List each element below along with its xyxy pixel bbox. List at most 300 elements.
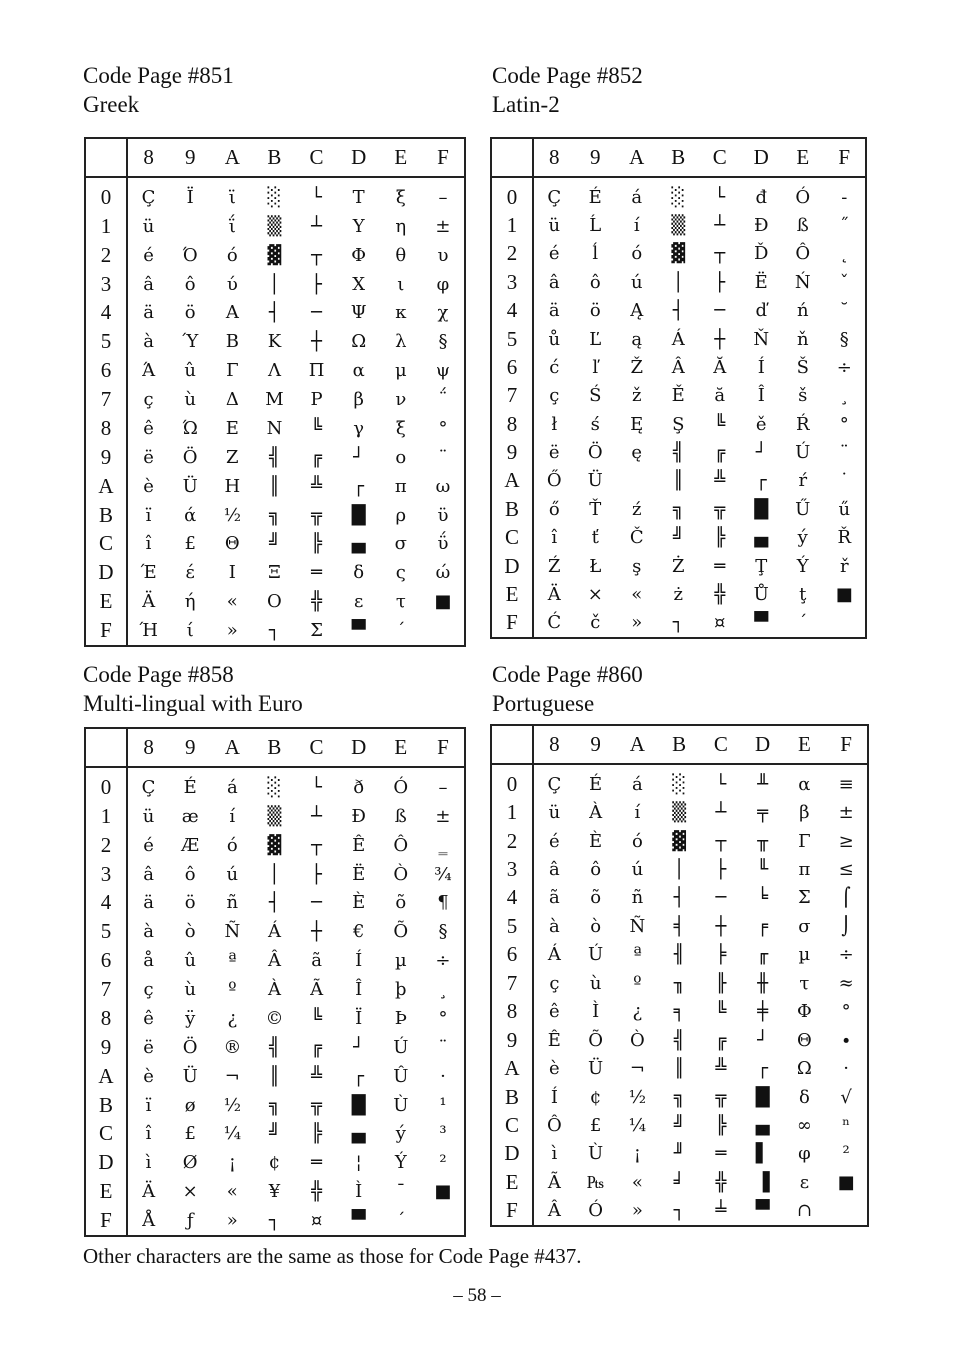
table-row [492, 1197, 867, 1225]
char-cell: ã [549, 887, 560, 909]
row-header: F [86, 1206, 127, 1235]
char-cell: Ç [141, 777, 156, 799]
corner-cell [492, 139, 533, 177]
row-header: F [86, 616, 127, 645]
char-cell: Ê [547, 1029, 561, 1051]
table-row [492, 798, 867, 826]
char-cell: Ä [547, 583, 561, 605]
char-cell: É [589, 774, 603, 796]
char-cell [825, 1197, 867, 1225]
char-cell: α [798, 774, 811, 796]
row-header: F [492, 1197, 533, 1225]
char-cell: γ [353, 417, 365, 439]
row-header: 3 [492, 268, 533, 296]
char-cell: ┼ [311, 331, 322, 353]
char-cell: ░ [671, 187, 686, 209]
char-cell: » [631, 612, 643, 634]
code-page-858-title [83, 660, 303, 718]
column-header: A [211, 729, 253, 767]
char-cell: Ξ [268, 562, 281, 584]
char-cell: ▌ [755, 1143, 770, 1165]
row-header: 8 [492, 998, 533, 1026]
char-cell: ▒ [267, 805, 282, 827]
row-header: 9 [86, 443, 127, 472]
char-cell: Σ [798, 887, 811, 909]
char-cell: ç [143, 389, 154, 411]
char-cell: ■ [837, 1171, 855, 1193]
char-cell: ─ [311, 302, 322, 324]
row-header: F [492, 609, 533, 637]
code-table [492, 726, 867, 1225]
char-cell: ň [796, 328, 809, 350]
char-cell: ├ [311, 863, 322, 885]
char-cell: Ľ [589, 328, 602, 350]
char-cell: ▄ [351, 533, 366, 555]
char-cell: È [589, 830, 603, 852]
char-cell: ╢ [673, 944, 685, 966]
char-cell: ¢ [589, 1086, 602, 1108]
char-cell: ü [548, 215, 561, 237]
char-cell: ▀ [755, 1200, 770, 1222]
char-cell: ├ [311, 273, 322, 295]
code-table [86, 139, 464, 645]
char-cell: € [352, 921, 365, 943]
column-header: D [338, 139, 380, 177]
row-header: E [492, 580, 533, 608]
char-cell: ┤ [269, 302, 280, 324]
char-cell: ù [184, 979, 196, 1001]
code-table [492, 139, 865, 637]
row-header: 6 [492, 941, 533, 969]
char-cell: ┘ [757, 1029, 769, 1051]
char-cell: ì [145, 1152, 152, 1174]
table-row [86, 212, 464, 241]
char-cell: ₧ [586, 1171, 605, 1193]
char-cell: ╝ [673, 1114, 685, 1136]
char-cell: ω [435, 475, 451, 497]
table-row [492, 969, 867, 997]
table-row [492, 1140, 867, 1168]
table-row [492, 998, 867, 1026]
char-cell: Ĺ [589, 215, 602, 237]
table-row [86, 270, 464, 299]
char-cell: â [143, 273, 154, 295]
char-cell: ¡ [228, 1152, 236, 1174]
row-header: 5 [492, 912, 533, 940]
char-cell: š [798, 385, 808, 407]
char-cell: æ [181, 805, 199, 827]
char-cell: £ [589, 1114, 602, 1136]
char-cell: á [631, 187, 643, 209]
char-cell: ├ [715, 859, 727, 881]
char-cell: ═ [311, 562, 322, 584]
column-header: F [824, 139, 866, 177]
char-cell: ¿ [632, 1001, 643, 1023]
table-row [86, 472, 464, 501]
char-cell: Å [142, 1210, 156, 1232]
char-cell: ≤ [838, 859, 854, 881]
char-cell: Ω [796, 1058, 812, 1080]
char-cell: Ý [394, 1152, 407, 1174]
char-cell: Ζ [226, 446, 239, 468]
char-cell: ╦ [714, 498, 726, 520]
char-cell: │ [673, 859, 685, 881]
char-cell: ┌ [353, 475, 365, 497]
char-cell: ╚ [714, 413, 726, 435]
char-cell: Γ [798, 830, 811, 852]
row-header: 0 [86, 177, 127, 212]
row-header: 9 [86, 1033, 127, 1062]
table-row [86, 946, 464, 975]
row-header: 6 [492, 353, 533, 381]
char-cell: ┼ [715, 915, 727, 937]
char-cell: Φ [351, 244, 367, 266]
row-header: 7 [492, 969, 533, 997]
table-row [86, 917, 464, 946]
char-cell [422, 1206, 464, 1235]
column-header: C [700, 726, 742, 764]
char-cell: ¿ [227, 1007, 238, 1029]
header-row [86, 729, 464, 767]
char-cell: ΐ [228, 215, 236, 237]
char-cell: ┼ [714, 328, 726, 350]
char-cell: ╣ [269, 446, 280, 468]
char-cell: ó [631, 243, 643, 265]
char-cell: â [548, 271, 560, 293]
char-cell: Ú [393, 1036, 409, 1058]
char-cell: Ά [142, 360, 156, 382]
char-cell: ┌ [757, 1058, 769, 1080]
table-row [86, 1148, 464, 1177]
char-cell: Ü [182, 475, 198, 497]
char-cell: ß [796, 215, 809, 237]
row-header: A [492, 467, 533, 495]
header-row [492, 726, 867, 764]
char-cell: ─ [311, 892, 322, 914]
char-cell: ½ [223, 1094, 242, 1116]
row-header: 4 [86, 889, 127, 918]
char-cell: τ [799, 972, 810, 994]
char-cell: Ţ [755, 555, 768, 577]
char-cell: ô [184, 863, 196, 885]
char-cell: Ì [592, 1001, 600, 1023]
char-cell: ─ [715, 887, 727, 909]
char-cell: δ [353, 562, 365, 584]
column-header: B [658, 139, 700, 177]
char-cell: § [438, 331, 448, 353]
char-cell: £ [184, 1123, 196, 1145]
char-cell: à [549, 915, 560, 937]
char-cell: ╗ [269, 504, 280, 526]
table-row [492, 524, 865, 552]
row-header: 2 [86, 831, 127, 860]
char-cell: Â [267, 950, 281, 972]
corner-cell [492, 726, 533, 764]
char-cell: σ [798, 915, 811, 937]
char-cell: Ώ [182, 417, 198, 439]
column-header: F [422, 139, 464, 177]
char-cell: ╕ [673, 1001, 685, 1023]
char-cell: Ú [795, 442, 811, 464]
table-row [492, 884, 867, 912]
char-cell: ÷ [838, 944, 854, 966]
row-header: 6 [86, 356, 127, 385]
char-cell: Ο [267, 591, 282, 613]
table-row [86, 889, 464, 918]
char-cell: β [353, 389, 364, 411]
char-cell: Ę [630, 413, 644, 435]
corner-cell [86, 729, 127, 767]
char-cell: ═ [311, 1152, 322, 1174]
char-cell: Ì [355, 1181, 363, 1203]
char-cell: ╩ [715, 1058, 727, 1080]
char-cell: ² [842, 1143, 850, 1165]
char-cell: ╬ [311, 1181, 322, 1203]
char-cell: ╝ [672, 527, 684, 549]
char-cell: ª [633, 944, 642, 966]
char-cell: Α [225, 302, 239, 324]
char-cell: ç [143, 979, 154, 1001]
char-cell: ║ [672, 470, 684, 492]
char-cell: ║ [269, 1065, 280, 1087]
char-cell: Β [225, 331, 239, 353]
char-cell: ô [590, 859, 602, 881]
row-header: 1 [492, 798, 533, 826]
char-cell: ê [549, 1001, 560, 1023]
table-row [492, 410, 865, 438]
column-header: 9 [169, 139, 211, 177]
char-cell: τ [395, 591, 406, 613]
char-cell: Ι [228, 562, 236, 584]
code-table [86, 729, 464, 1235]
char-cell: ╡ [673, 915, 685, 937]
char-cell [422, 616, 464, 645]
char-cell: « [631, 1171, 643, 1193]
char-cell: Ó [588, 1200, 603, 1222]
char-cell: ì [551, 1143, 558, 1165]
char-cell: ê [143, 417, 154, 439]
row-header: C [492, 1111, 533, 1139]
char-cell: à [143, 331, 154, 353]
row-header: 6 [86, 946, 127, 975]
table-row [86, 831, 464, 860]
char-cell: Á [671, 328, 685, 350]
table-row [492, 764, 867, 798]
row-header: C [86, 1120, 127, 1149]
char-cell: Χ [352, 273, 366, 295]
char-cell: µ [798, 944, 811, 966]
char-cell: ¨ [438, 1036, 448, 1058]
char-cell: Ó [795, 187, 811, 209]
table-row [492, 941, 867, 969]
char-cell: ù [184, 389, 196, 411]
footer-note: Other characters are the same as those for Code Page #437. [83, 1244, 582, 1268]
char-cell: ║ [269, 475, 280, 497]
column-header: 8 [127, 729, 169, 767]
char-cell: ╬ [714, 583, 726, 605]
char-cell: ´ [396, 1210, 406, 1232]
char-cell: Č [629, 527, 644, 549]
char-cell: ≥ [838, 830, 854, 852]
char-cell: ÷ [836, 356, 852, 378]
char-cell: ž [632, 385, 642, 407]
char-cell: ╗ [269, 1094, 280, 1116]
char-cell: Ş [672, 413, 685, 435]
char-cell: Ô [393, 834, 409, 856]
char-cell: η [395, 215, 407, 237]
char-cell: ° [839, 413, 849, 435]
char-cell: █ [351, 504, 366, 526]
char-cell: ñ [226, 892, 239, 914]
char-cell: é [143, 244, 154, 266]
char-cell: ˙ [839, 470, 849, 492]
char-cell: Ż [671, 555, 685, 577]
table-row [86, 860, 464, 889]
char-cell: Ă [713, 356, 727, 378]
char-cell: ┘ [755, 442, 767, 464]
char-cell: ä [143, 892, 154, 914]
char-cell: ë [143, 446, 154, 468]
char-cell: · [843, 1058, 849, 1080]
column-header: 8 [533, 726, 575, 764]
char-cell: Ό [182, 244, 198, 266]
char-cell: π [798, 859, 811, 881]
char-cell: ÷ [435, 950, 451, 972]
char-cell: ¥ [268, 1181, 281, 1203]
char-cell: ¤ [714, 612, 726, 634]
char-cell: ξ [395, 417, 406, 439]
corner-cell [86, 139, 127, 177]
table-row [86, 1004, 464, 1033]
char-cell: │ [269, 273, 280, 295]
char-cell: ε [799, 1171, 810, 1193]
char-cell: └ [714, 187, 726, 209]
row-header: 0 [86, 767, 127, 802]
char-cell: á [226, 777, 238, 799]
char-cell: ┌ [353, 1065, 365, 1087]
char-cell: Ù [588, 1143, 604, 1165]
char-cell: ┼ [311, 921, 322, 943]
char-cell: ¸ [839, 385, 849, 407]
char-cell: κ [395, 302, 407, 324]
char-cell: ∞ [796, 1114, 812, 1136]
char-cell: ê [143, 1007, 154, 1029]
char-cell: └ [311, 777, 322, 799]
char-cell: ώ [435, 562, 451, 584]
char-cell: ő [548, 498, 560, 520]
char-cell: ¾ [434, 863, 452, 885]
table-row [492, 1054, 867, 1082]
row-header: 0 [492, 764, 533, 798]
code-page-subtitle: Portuguese [492, 691, 595, 716]
char-cell: Ž [630, 356, 643, 378]
char-cell: ▒ [672, 802, 687, 824]
row-header: B [86, 1091, 127, 1120]
char-cell: ý [797, 527, 808, 549]
char-cell: Đ [753, 215, 769, 237]
row-header: 1 [86, 212, 127, 241]
row-header: 1 [86, 802, 127, 831]
char-cell: Ò [393, 863, 409, 885]
row-header: 2 [492, 240, 533, 268]
char-cell: ³ [439, 1123, 447, 1145]
char-cell: ╩ [714, 470, 726, 492]
char-cell: ű [838, 498, 851, 520]
char-cell: ù [589, 972, 602, 994]
char-cell: » [631, 1200, 643, 1222]
char-cell: ί [186, 620, 194, 642]
char-cell: █ [754, 498, 769, 520]
char-cell: â [549, 859, 560, 881]
row-header: C [86, 530, 127, 559]
table-row [492, 268, 865, 296]
char-cell: ą [631, 328, 643, 350]
char-cell: · [440, 1065, 446, 1087]
char-cell: ▒ [267, 215, 282, 237]
column-header: 8 [127, 139, 169, 177]
char-cell: ç [549, 385, 560, 407]
char-cell: î [145, 1123, 152, 1145]
char-cell: ě [755, 413, 767, 435]
table-row [86, 241, 464, 270]
table-row [492, 211, 865, 239]
char-cell: ╦ [311, 504, 322, 526]
header-row [86, 139, 464, 177]
char-cell: ┤ [672, 300, 684, 322]
char-cell: ψ [435, 360, 450, 382]
char-cell: ń [796, 300, 809, 322]
char-cell: ά [184, 504, 197, 526]
char-cell: ô [589, 271, 601, 293]
char-cell: π [394, 475, 407, 497]
char-cell: ┴ [311, 805, 322, 827]
char-cell: ó [631, 830, 643, 852]
char-cell: ░ [672, 774, 687, 796]
char-cell: ┴ [714, 215, 726, 237]
char-cell: ϋ [437, 504, 449, 526]
char-cell: ▓ [672, 830, 687, 852]
column-header: E [784, 726, 826, 764]
char-cell: ║ [673, 1058, 685, 1080]
char-cell: č [590, 612, 601, 634]
char-cell: ö [184, 892, 196, 914]
code-page-title: Code Page #851 [83, 63, 234, 88]
char-cell: ╗ [672, 498, 684, 520]
char-cell: Ü [588, 1058, 604, 1080]
char-cell: ⁿ [842, 1114, 851, 1136]
row-header: 0 [492, 177, 533, 211]
char-cell: ▄ [754, 527, 769, 549]
char-cell: ό [226, 244, 238, 266]
table-row [86, 767, 464, 802]
char-cell: î [551, 527, 558, 549]
char-cell: ≈ [838, 972, 854, 994]
char-cell: Í [355, 950, 363, 972]
char-cell [169, 212, 211, 241]
column-header: C [699, 139, 741, 177]
char-cell: º [228, 979, 237, 1001]
char-cell: ╜ [673, 1143, 685, 1165]
table-row [86, 587, 464, 616]
char-cell: Γ [226, 360, 239, 382]
table-row [492, 382, 865, 410]
table-row [86, 327, 464, 356]
char-cell: ░ [267, 187, 282, 209]
char-cell: Ë [352, 863, 366, 885]
column-header: 8 [533, 139, 575, 177]
char-cell: ˛ [839, 243, 849, 265]
char-cell: Ò [629, 1029, 645, 1051]
